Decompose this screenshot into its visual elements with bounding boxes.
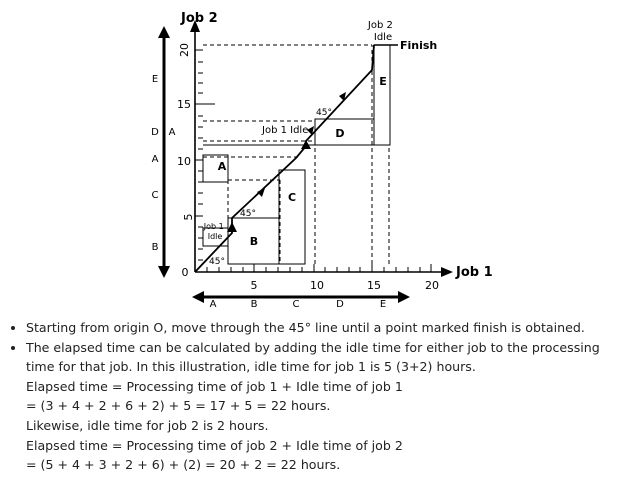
finish-label: Finish bbox=[400, 39, 438, 52]
y-job-bar-arrow-bottom bbox=[158, 266, 170, 278]
y-job-letter: E bbox=[151, 74, 159, 85]
x-job-letter: A bbox=[209, 299, 217, 310]
job2-axis-label: Job 2 bbox=[181, 11, 218, 26]
job1-idle-label: Job 1 Idle bbox=[262, 125, 309, 136]
y-job-letter: A bbox=[168, 127, 176, 138]
y-job-letter: D bbox=[151, 127, 159, 138]
y-tick-label: 5 bbox=[182, 213, 195, 221]
angle-label-3: 45° bbox=[209, 257, 225, 267]
x-job-bar-arrow-left bbox=[192, 291, 204, 303]
note-line-4: = (3 + 4 + 2 + 6 + 2) + 5 = 17 + 5 = 22 hours. bbox=[26, 398, 331, 414]
job2-idle-top-label: Job 2 Idle bbox=[367, 20, 393, 43]
x-job-letter: D bbox=[336, 299, 344, 310]
angle-label-1: 45° bbox=[240, 209, 256, 219]
note-bullet-2: • The elapsed time can be calculated by adding the idle time for either job to the processing time for that job. In this illustration, idle time for job 1 is 5 (3+2) hours. bbox=[26, 338, 632, 377]
y-job-bar-arrow-top bbox=[158, 26, 170, 38]
block-c-rect bbox=[279, 170, 305, 264]
x-job-letter: E bbox=[379, 299, 387, 310]
block-letter-d: D bbox=[335, 127, 345, 140]
note-line-7: = (5 + 4 + 3 + 2 + 6) + (2) = 20 + 2 = 22 hours. bbox=[26, 457, 341, 473]
x-tick-label: 15 bbox=[367, 279, 381, 292]
x-job-letter: C bbox=[292, 299, 300, 310]
x-tick-label: 10 bbox=[310, 279, 324, 292]
y-axis-ticks bbox=[195, 50, 203, 260]
y-tick-label: 10 bbox=[177, 155, 191, 168]
x-tick-label: 20 bbox=[425, 279, 439, 292]
x-tick-labels bbox=[251, 279, 440, 292]
note-bullet-1: • Starting from origin O, move through the 45° line until a point marked finish is obtained. bbox=[26, 318, 632, 338]
x-job-letter: B bbox=[250, 299, 258, 310]
block-letters bbox=[218, 75, 387, 248]
axes bbox=[195, 28, 445, 272]
x-tick-label: 5 bbox=[250, 279, 258, 292]
note-line-6: Elapsed time = Processing time of job 2 + Idle time of job 2 bbox=[26, 437, 403, 453]
explanation-notes bbox=[8, 318, 632, 475]
block-e-rect bbox=[374, 45, 390, 145]
note-line-3: Elapsed time = Processing time of job 1 + Idle time of job 1 bbox=[26, 378, 403, 394]
x-job-bar-arrow-right bbox=[398, 291, 410, 303]
y-tick-labels bbox=[177, 43, 195, 279]
x-job-letters bbox=[210, 299, 387, 310]
job1-idle-small-label: Job 1 Idle bbox=[203, 222, 224, 241]
origin-label: 0 bbox=[181, 266, 189, 279]
y-tick-label: 15 bbox=[177, 98, 191, 111]
x-axis-arrowhead bbox=[441, 267, 453, 277]
y-job-letter: C bbox=[151, 190, 159, 201]
note-line-5: Likewise, idle time for job 2 is 2 hours. bbox=[26, 417, 269, 433]
block-letter-c: C bbox=[287, 191, 297, 204]
block-letter-b: B bbox=[249, 235, 259, 248]
block-letter-a: A bbox=[217, 160, 227, 173]
y-tick-label: 20 bbox=[178, 43, 191, 57]
y-job-letter: A bbox=[151, 154, 159, 165]
block-letter-e: E bbox=[379, 75, 387, 88]
job1-axis-label: Job 1 bbox=[456, 265, 493, 280]
y-job-letter: B bbox=[151, 242, 159, 253]
x-axis-ticks bbox=[207, 264, 431, 272]
angle-label-2: 45° bbox=[316, 108, 332, 118]
